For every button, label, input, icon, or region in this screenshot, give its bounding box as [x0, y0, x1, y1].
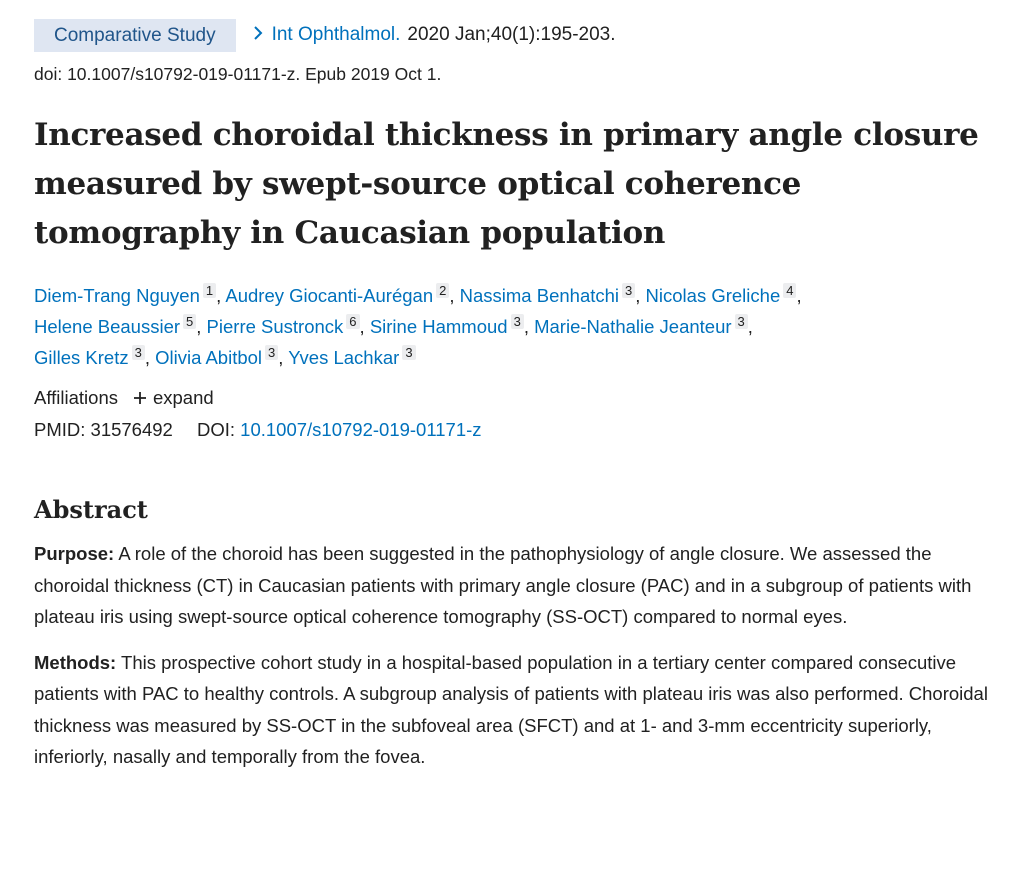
author-link[interactable]: Audrey Giocanti-Aurégan	[225, 285, 434, 306]
author-link[interactable]: Nicolas Greliche	[645, 285, 781, 306]
abstract-methods	[34, 647, 990, 773]
citation-line	[252, 24, 616, 46]
affiliation-number[interactable]: 3	[511, 314, 524, 329]
affiliation-number[interactable]: 1	[203, 283, 216, 298]
author-item: Gilles Kretz 3 ,	[34, 345, 156, 368]
affiliation-number[interactable]: 3	[265, 345, 278, 360]
affiliation-number[interactable]: 3	[132, 345, 145, 360]
author-item: Audrey Giocanti-Aurégan 2 ,	[225, 283, 460, 306]
chevron-right-icon	[252, 25, 266, 46]
affiliation-number[interactable]: 6	[346, 314, 359, 329]
author-link[interactable]: Pierre Sustronck	[206, 316, 344, 337]
author-item: Nassima Benhatchi 3 ,	[459, 283, 646, 306]
methods-text: This prospective cohort study in a hospital-based population in a tertiary center compared consecutive patients with PAC to healthy controls. A subgroup analysis of patients with plateau iris was also performed. Choroidal thickness was measured by SS-OCT in the subfoveal area (SFCT) and at 1- and 3-mm eccentricity superiorly, inferiorly, nasally and temporally from the fovea.	[34, 651, 988, 767]
author-link[interactable]: Nassima Benhatchi	[459, 285, 620, 306]
doi-link[interactable]: 10.1007/s10792-019-01171-z	[240, 419, 482, 440]
author-item	[288, 347, 415, 368]
author-link[interactable]: Gilles Kretz	[34, 347, 129, 368]
author-link[interactable]: Helene Beaussier	[34, 316, 181, 337]
doi-label: DOI:	[196, 419, 236, 440]
expand-affiliations-button[interactable]	[133, 387, 214, 409]
abstract-heading: Abstract	[34, 495, 148, 524]
affiliation-number[interactable]: 5	[183, 314, 196, 329]
pmid-label: PMID:	[34, 419, 86, 440]
affiliations-label: Affiliations	[34, 387, 118, 408]
article-header	[34, 0, 990, 52]
identifiers-row	[34, 419, 990, 441]
purpose-text: A role of the choroid has been suggested in the pathophysiology of angle closure. We assessed the choroidal thickness (CT) in Caucasian patients with primary angle closure (PAC) and in a subgroup of patients with plateau iris using swept-source optical coherence tomography (SS-OCT) compared to normal eyes.	[34, 543, 972, 627]
pmid-value: 31576492	[90, 419, 173, 440]
affiliations-row	[34, 387, 990, 409]
author-item: Helene Beaussier 5 ,	[34, 314, 207, 337]
affiliation-number[interactable]: 2	[436, 283, 449, 298]
purpose-label: Purpose:	[34, 543, 115, 564]
affiliation-number[interactable]: 4	[783, 283, 796, 298]
author-link[interactable]: Yves Lachkar	[288, 347, 400, 368]
author-link[interactable]: Olivia Abitbol	[155, 347, 263, 368]
author-item: Diem-Trang Nguyen 1 ,	[34, 283, 226, 306]
author-item: Sirine Hammoud 3 ,	[369, 314, 535, 337]
authors-list	[34, 280, 990, 373]
author-link[interactable]: Marie-Nathalie Jeanteur	[534, 316, 732, 337]
plus-icon	[133, 388, 147, 409]
author-item: Marie-Nathalie Jeanteur 3 ,	[534, 314, 753, 337]
article-title: Increased choroidal thickness in primary angle closure measured by swept-source optical coherence tomography in Caucasian population	[34, 117, 979, 251]
article-type-badge: Comparative Study	[34, 19, 236, 52]
expand-label: expand	[152, 387, 214, 408]
methods-label: Methods:	[34, 651, 117, 673]
affiliation-number[interactable]: 3	[735, 314, 748, 329]
citation-details: 2020 Jan;40(1):195-203.	[407, 24, 616, 45]
affiliation-number[interactable]: 3	[402, 345, 415, 360]
author-link[interactable]: Diem-Trang Nguyen	[34, 285, 200, 306]
author-item: Olivia Abitbol 3 ,	[155, 345, 289, 368]
journal-link[interactable]: Int Ophthalmol.	[271, 24, 401, 45]
abstract-purpose	[34, 538, 990, 633]
author-item: Pierre Sustronck 6 ,	[206, 314, 370, 337]
author-item: Nicolas Greliche 4 ,	[645, 283, 802, 306]
author-link[interactable]: Sirine Hammoud	[369, 316, 508, 337]
affiliation-number[interactable]: 3	[622, 283, 635, 298]
doi-epub-line: doi: 10.1007/s10792-019-01171-z. Epub 2019 Oct 1.	[34, 64, 442, 84]
